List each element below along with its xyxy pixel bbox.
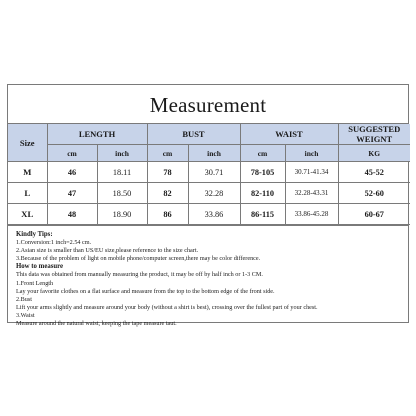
size-header: Size: [8, 124, 47, 162]
tips-heading: Kindly Tips:: [16, 231, 53, 238]
size-cell: XL: [8, 204, 47, 225]
waist-cm-cell: 78-105: [240, 162, 285, 183]
waist-inch-cell: 30.71-41.34: [285, 162, 338, 183]
length-inch-cell: 18.50: [97, 183, 147, 204]
bust-inch-cell: 33.86: [188, 204, 240, 225]
waist-cm-header: cm: [240, 145, 285, 162]
length-inch-cell: 18.90: [97, 204, 147, 225]
weight-header: SUGGESTED WEIGNT: [338, 124, 410, 145]
tip-line: 3.Because of the problem of light on mobile phone/computer screen,there may be color difference.: [16, 255, 261, 263]
length-header: LENGTH: [47, 124, 147, 145]
bust-cm-cell: 82: [147, 183, 188, 204]
measure-line: Lift your arms slightly and measure around your body (without a shirt is best), crossing over the fullest part of your chest.: [16, 303, 318, 311]
weight-cell: 60-67: [338, 204, 410, 225]
length-cm-header: cm: [47, 145, 97, 162]
bust-cm-header: cm: [147, 145, 188, 162]
measure-line: Lay your favorite clothes on a flat surface and measure from the top to the bottom edge of the front side.: [16, 287, 275, 295]
tip-line: 2.Asian size is smaller than US/EU size,please reference to the size chart.: [16, 247, 199, 255]
tips-section: [8, 225, 408, 328]
bust-header: BUST: [147, 124, 240, 145]
length-inch-header: inch: [97, 145, 147, 162]
bust-inch-cell: 32.28: [188, 183, 240, 204]
measurement-chart: [7, 84, 409, 328]
chart-title: Measurement: [8, 85, 408, 124]
waist-inch-header: inch: [285, 145, 338, 162]
measure-line: 3.Waist: [16, 311, 35, 319]
weight-cell: 52-60: [338, 183, 410, 204]
waist-cm-cell: 82-110: [240, 183, 285, 204]
table-row: [8, 162, 410, 183]
how-to-measure-heading: How to measure: [16, 263, 64, 271]
bust-cm-cell: 78: [147, 162, 188, 183]
length-inch-cell: 18.11: [97, 162, 147, 183]
measure-line: 1.Front Length: [16, 279, 54, 287]
size-cell: L: [8, 183, 47, 204]
tip-line: 1.Conversion:1 inch=2.54 cm.: [16, 239, 92, 247]
waist-inch-cell: 32.28-43.31: [285, 183, 338, 204]
waist-cm-cell: 86-115: [240, 204, 285, 225]
waist-inch-cell: 33.86-45.28: [285, 204, 338, 225]
length-cm-cell: 47: [47, 183, 97, 204]
length-cm-cell: 48: [47, 204, 97, 225]
table-row: [8, 183, 410, 204]
bust-inch-cell: 30.71: [188, 162, 240, 183]
size-cell: M: [8, 162, 47, 183]
length-cm-cell: 46: [47, 162, 97, 183]
waist-header: WAIST: [240, 124, 338, 145]
weight-kg-header: KG: [338, 145, 410, 162]
bust-inch-header: inch: [188, 145, 240, 162]
size-table: [8, 124, 410, 225]
measure-line: 2.Bust: [16, 295, 32, 303]
table-row: [8, 204, 410, 225]
weight-cell: 45-52: [338, 162, 410, 183]
bust-cm-cell: 86: [147, 204, 188, 225]
measure-line: Measure around the natural waist, keeping the tape measure taut.: [16, 320, 177, 328]
measure-line: This data was obtained from manually measuring the product, it may be off by half inch or 1-3 CM.: [16, 271, 263, 279]
